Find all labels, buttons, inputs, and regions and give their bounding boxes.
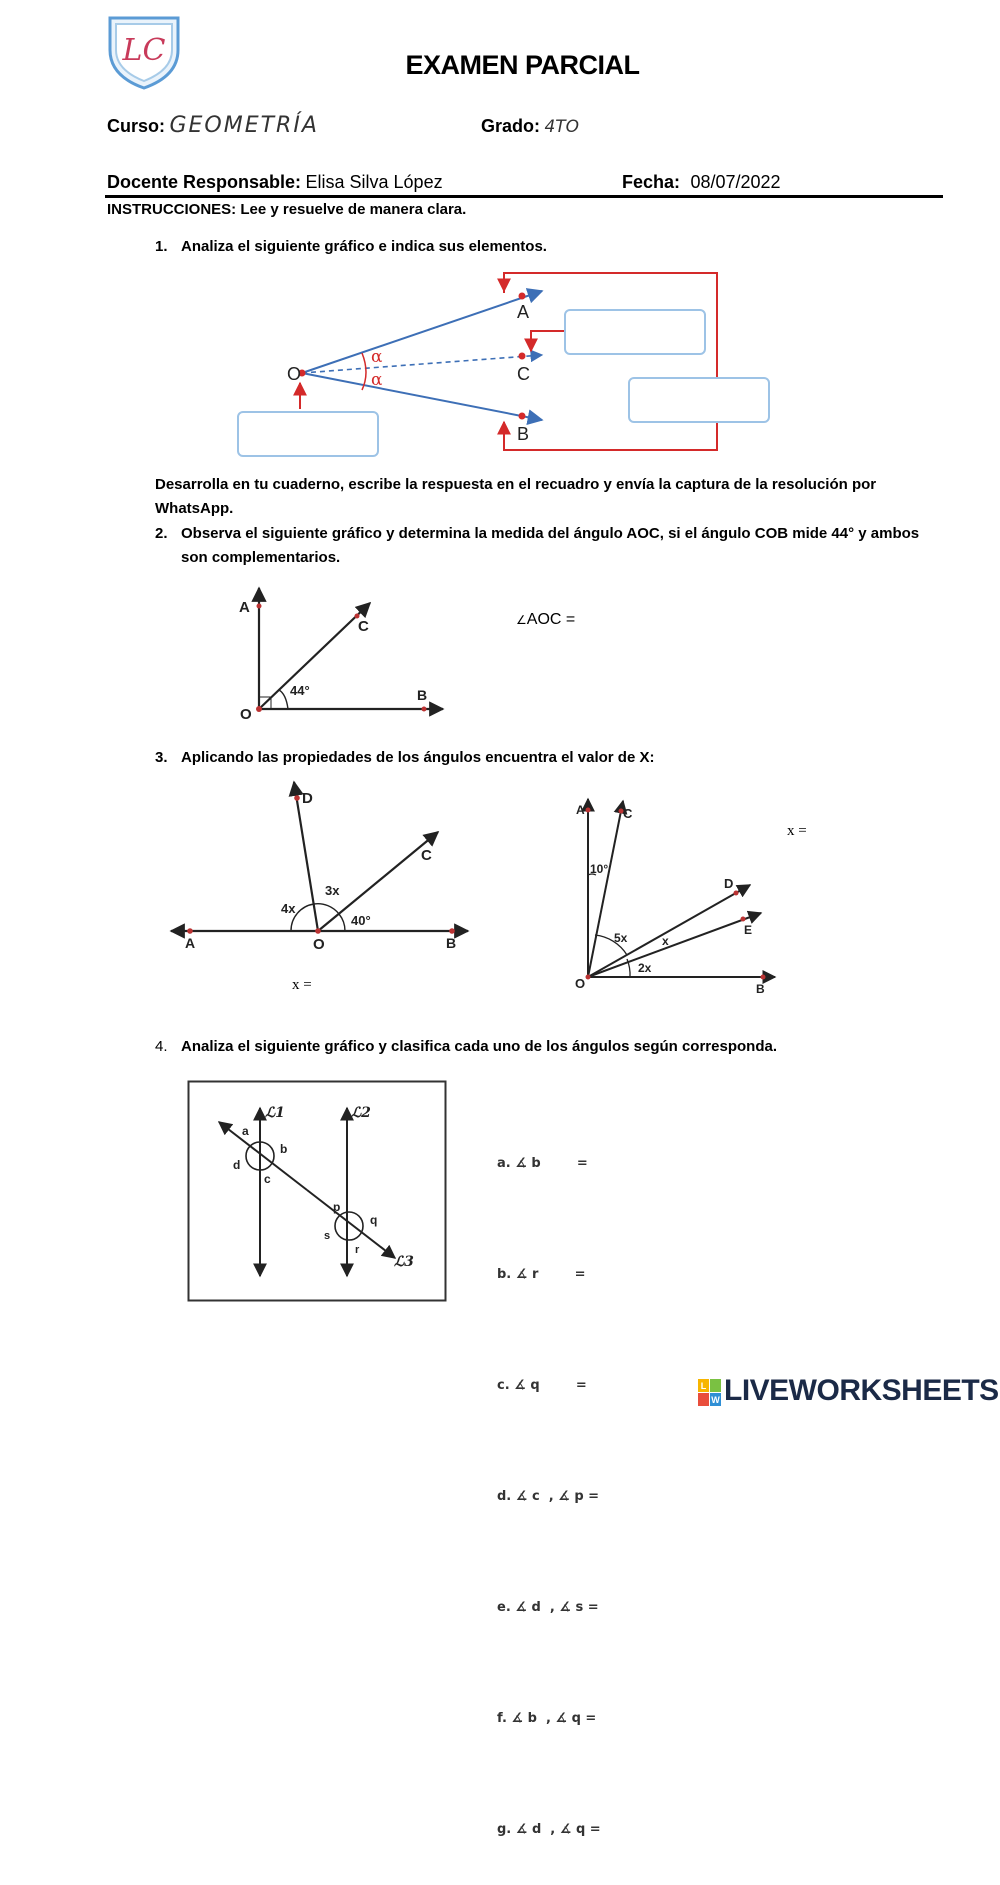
answer-box-sides[interactable]: [628, 377, 770, 423]
label-4x: 4x: [281, 901, 296, 916]
figure-parallel-lines: [187, 1080, 447, 1302]
label-40: 40°: [351, 913, 371, 928]
answer-box-bisector[interactable]: [564, 309, 706, 355]
date-row: [622, 172, 781, 193]
course-label: Curso:: [107, 116, 165, 136]
label-s: s: [324, 1230, 331, 1242]
label-a: A: [576, 803, 585, 817]
label-q: q: [370, 1213, 378, 1227]
label-c: C: [623, 806, 633, 821]
label-b: B: [417, 687, 428, 703]
label-e: E: [744, 923, 753, 937]
grade-label: Grado:: [481, 116, 541, 136]
label-c: C: [421, 847, 432, 864]
teacher-value: Elisa Silva López: [305, 172, 443, 192]
label-5x: 5x: [614, 931, 628, 945]
label-alpha-bottom: α: [371, 370, 383, 390]
label-o: O: [575, 976, 586, 991]
label-a: A: [239, 599, 250, 616]
label-a: A: [517, 302, 530, 322]
label-c: C: [517, 364, 530, 384]
list-item: e. ∡ d , ∡ s =: [497, 1600, 599, 1615]
q3-answer-2: x =: [787, 823, 807, 839]
header-divider: [105, 195, 943, 198]
label-c: C: [358, 618, 369, 635]
question-2-text: Observa el siguiente gráfico y determina la medida del ángulo AOC, si el ángulo COB mide 44° y ambos son complementarios.: [181, 525, 920, 566]
label-b: b: [280, 1142, 288, 1156]
label-alpha-top: α: [371, 347, 383, 367]
label-d: d: [233, 1158, 241, 1172]
svg-text:LC: LC: [122, 33, 166, 68]
label-x: x: [662, 934, 669, 948]
label-r: r: [355, 1244, 360, 1256]
label-10: 10°: [590, 862, 609, 876]
list-item: c. ∡ q =: [497, 1378, 587, 1393]
q2-answer: [516, 611, 575, 629]
label-3x: 3x: [325, 883, 340, 898]
question-4-number: 4.: [155, 1038, 168, 1055]
label-o: O: [287, 364, 302, 384]
angle-classification-list: [497, 1071, 601, 1885]
list-item: a. ∡ b =: [497, 1156, 588, 1171]
question-3-number: 3.: [155, 749, 168, 766]
q3-answer-1: x =: [292, 977, 312, 993]
figure-complementary: [230, 582, 460, 727]
icon-letter-w: W: [711, 1395, 720, 1405]
q2-answer-label: AOC =: [526, 611, 576, 628]
answer-box-vertex[interactable]: [237, 411, 379, 457]
grade-value: 4TO: [544, 117, 580, 137]
label-l2: ℒ2: [351, 1105, 371, 1121]
date-label: Fecha:: [622, 172, 681, 192]
question-4-text: Analiza el siguiente gráfico y clasifica cada uno de los ángulos según corresponda.: [181, 1038, 777, 1055]
list-item: b. ∡ r =: [497, 1267, 586, 1282]
label-b: B: [517, 424, 530, 444]
teacher-label: Docente Responsable:: [107, 172, 302, 192]
label-p: p: [333, 1200, 341, 1214]
label-b: B: [446, 935, 457, 951]
angle-icon: ∠: [516, 613, 527, 627]
icon-letter-l: L: [700, 1381, 707, 1391]
question-3: [155, 746, 654, 770]
label-l3: ℒ3: [394, 1254, 414, 1270]
label-o: O: [240, 706, 252, 723]
label-b: B: [756, 982, 765, 995]
label-a: A: [185, 935, 196, 951]
teacher-row: [107, 172, 443, 193]
date-value: 08/07/2022: [690, 172, 781, 192]
question-2-number: 2.: [155, 525, 168, 542]
question-2: [155, 522, 935, 570]
question-1-text: Analiza el siguiente gráfico e indica sus elementos.: [181, 238, 547, 255]
course-value: GEOMETRÍA: [169, 113, 319, 138]
figure-angles-vertex: [570, 795, 780, 995]
question-1: [155, 235, 547, 259]
course-row: [107, 113, 319, 138]
label-d: D: [302, 790, 313, 807]
figure-angles-line: [165, 778, 475, 953]
grade-row: [481, 116, 579, 137]
liveworksheets-icon: [698, 1379, 722, 1407]
label-l1: ℒ1: [265, 1105, 285, 1121]
label-2x: 2x: [638, 961, 652, 975]
question-3-text: Aplicando las propiedades de los ángulos encuentra el valor de X:: [181, 749, 655, 766]
liveworksheets-logo[interactable]: LIVEWORKSHEETS: [724, 1374, 999, 1407]
label-c: c: [264, 1172, 271, 1186]
list-item: g. ∡ d , ∡ q =: [497, 1822, 601, 1837]
label-d: D: [724, 876, 734, 891]
list-item: f. ∡ b , ∡ q =: [497, 1711, 597, 1726]
label-angle: 44°: [290, 683, 310, 698]
label-a: a: [242, 1124, 249, 1138]
page-title: EXAMEN PARCIAL: [405, 50, 640, 80]
list-item: d. ∡ c , ∡ p =: [497, 1489, 600, 1504]
question-4: [155, 1035, 777, 1059]
label-o: O: [313, 936, 325, 953]
question-1-number: 1.: [155, 238, 168, 255]
q1-note: Desarrolla en tu cuaderno, escribe la respuesta en el recuadro y envía la captura de la resolución por WhatsApp.: [155, 476, 877, 517]
instructions: INSTRUCCIONES: Lee y resuelve de manera clara.: [107, 201, 467, 218]
